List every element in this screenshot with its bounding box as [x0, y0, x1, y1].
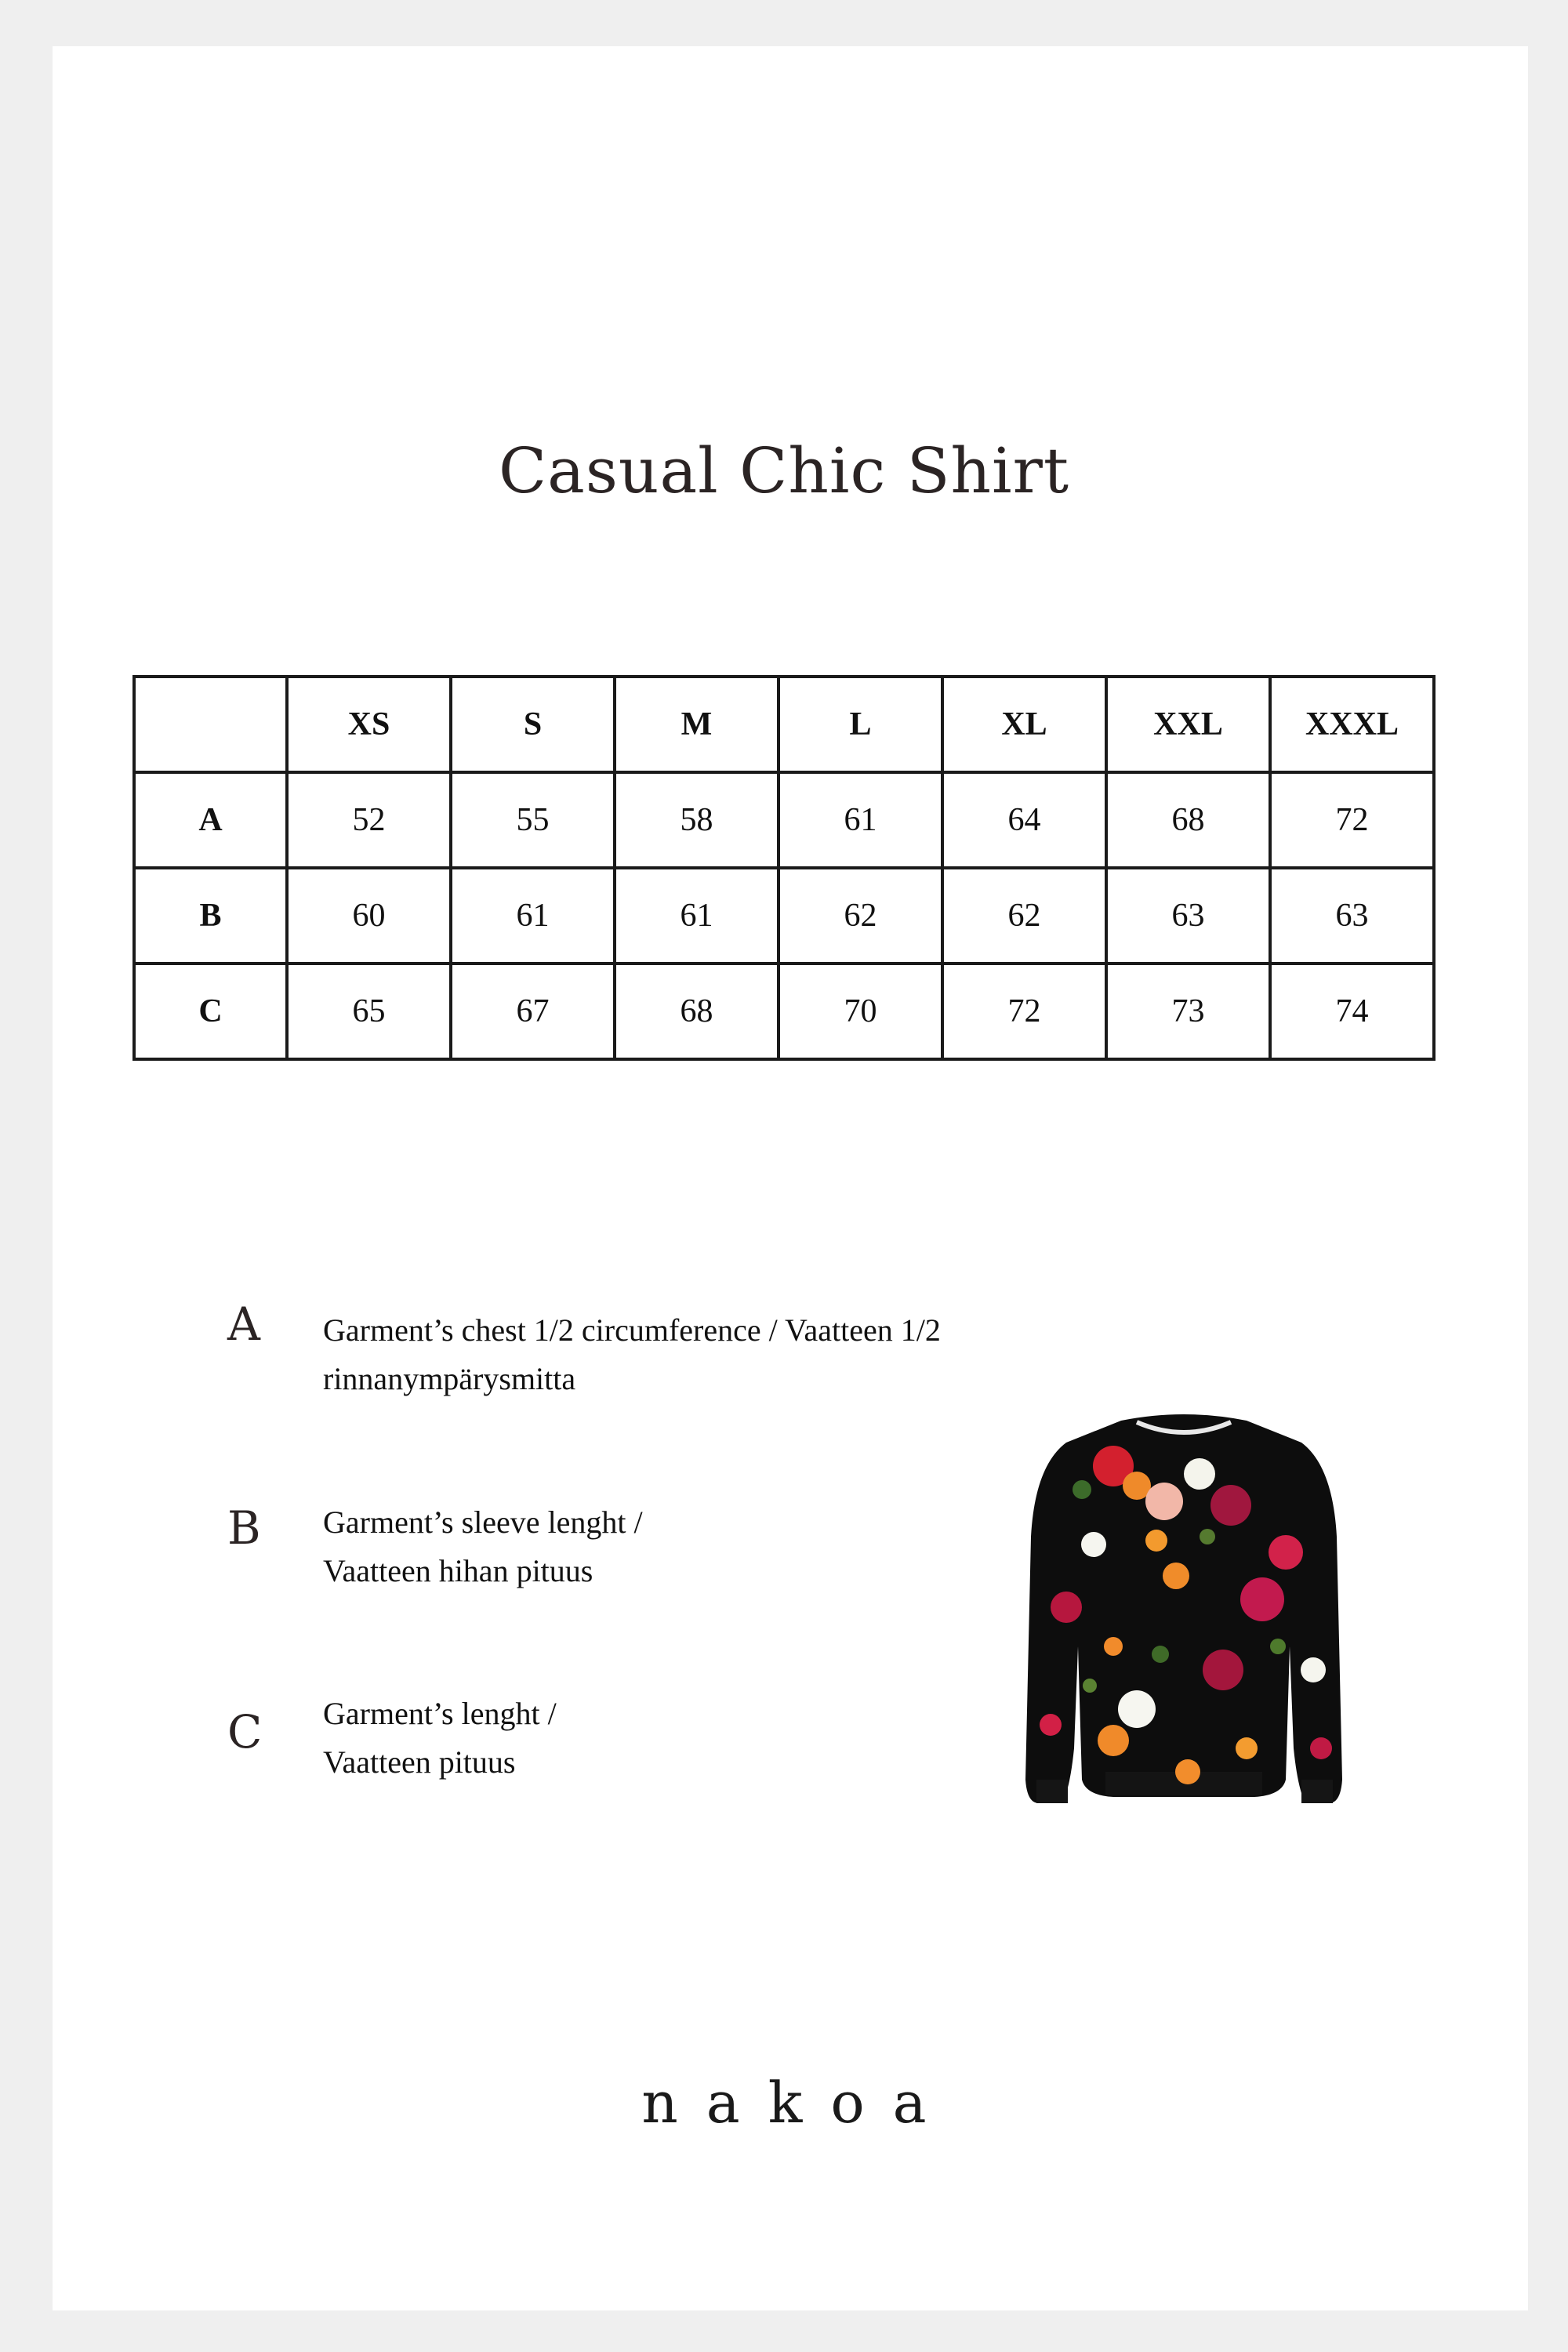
table-row: [134, 964, 1434, 1059]
table-cell: 61: [451, 868, 615, 964]
row-label: C: [134, 964, 287, 1059]
header-cell-size: L: [779, 677, 942, 772]
table-cell: 61: [779, 772, 942, 868]
table-cell: 61: [615, 868, 779, 964]
table-cell: 67: [451, 964, 615, 1059]
table-cell: 52: [287, 772, 451, 868]
table-cell: 60: [287, 868, 451, 964]
legend-letter-c: C: [227, 1705, 263, 1759]
table-cell: 58: [615, 772, 779, 868]
table-header-row: [134, 677, 1434, 772]
table-cell: 72: [942, 964, 1106, 1059]
table-cell: 68: [1106, 772, 1270, 868]
table-cell: 63: [1270, 868, 1434, 964]
header-cell-size: S: [451, 677, 615, 772]
table-cell: 63: [1106, 868, 1270, 964]
legend-letter-a: A: [227, 1298, 260, 1351]
table-cell: 68: [615, 964, 779, 1059]
header-cell-size: M: [615, 677, 779, 772]
table-cell: 62: [942, 868, 1106, 964]
legend-letter-b: B: [227, 1501, 261, 1555]
table-cell: 55: [451, 772, 615, 868]
page-title: Casual Chic Shirt: [498, 434, 1070, 507]
header-cell-size: XXL: [1106, 677, 1270, 772]
table-cell: 64: [942, 772, 1106, 868]
page-card: [53, 46, 1528, 2310]
table-cell: 72: [1270, 772, 1434, 868]
table-cell: 62: [779, 868, 942, 964]
size-chart-table: [132, 675, 1436, 1061]
header-cell-size: XL: [942, 677, 1106, 772]
header-cell-empty: [134, 677, 287, 772]
table-row: [134, 772, 1434, 868]
table-cell: 73: [1106, 964, 1270, 1059]
legend-text-a: Garment’s chest 1/2 circumference / Vaatteen 1/2 rinnanympärysmitta: [323, 1312, 941, 1396]
header-cell-size: XS: [287, 677, 451, 772]
legend-text-c: Garment’s lenght / Vaatteen pituus: [323, 1696, 557, 1780]
legend-text-b: Garment’s sleeve lenght / Vaatteen hihan pituus: [323, 1504, 643, 1588]
brand-logo: nakoa: [641, 2070, 955, 2136]
table-cell: 70: [779, 964, 942, 1059]
table-cell: 65: [287, 964, 451, 1059]
table-row: [134, 868, 1434, 964]
row-label: B: [134, 868, 287, 964]
row-label: A: [134, 772, 287, 868]
header-cell-size: XXXL: [1270, 677, 1434, 772]
table-cell: 74: [1270, 964, 1434, 1059]
product-image-sweatshirt: [1019, 1411, 1348, 1835]
